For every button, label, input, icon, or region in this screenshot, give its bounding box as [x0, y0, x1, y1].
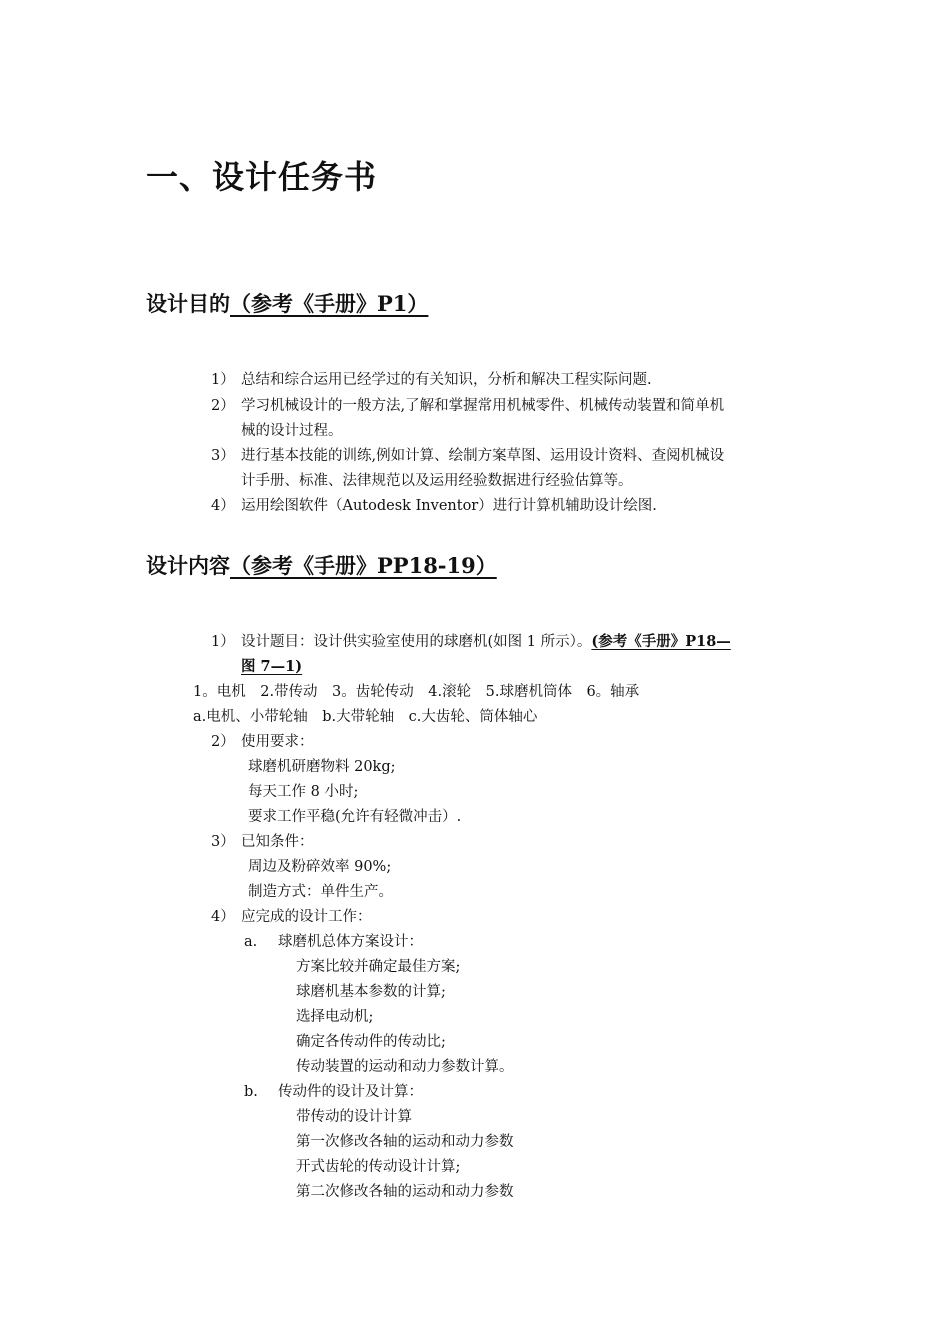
- content-item-3: [211, 832, 314, 852]
- task-line: 带传动的设计计算: [296, 1109, 412, 1125]
- manual-reference-cont: 图 7—1): [241, 658, 303, 675]
- item-text: 学习机械设计的一般方法,了解和掌握常用机械零件、机械传动装置和简单机: [241, 398, 725, 414]
- requirement-line: 每天工作 8 小时;: [248, 784, 359, 800]
- subitem-letter: b.: [244, 1084, 258, 1100]
- subitem-b: [244, 1082, 423, 1102]
- item-label: 已知条件：: [241, 834, 314, 850]
- parts-legend: 1。电机 2.带传动 3。齿轮传动 4.滚轮 5.球磨机筒体 6。轴承: [193, 684, 640, 700]
- content-heading-text: 设计内容: [146, 553, 230, 578]
- item-number: 1）: [211, 372, 235, 388]
- purpose-item-4: [211, 496, 657, 516]
- manual-reference: (参考《手册》P18—: [591, 633, 731, 650]
- purpose-heading-text: 设计目的: [146, 291, 230, 316]
- task-line: 第二次修改各轴的运动和动力参数: [296, 1184, 514, 1200]
- item-label: 使用要求：: [241, 734, 314, 750]
- item-number: 3）: [211, 834, 235, 850]
- purpose-item-2: [211, 396, 724, 416]
- purpose-item-1: [211, 370, 652, 390]
- content-item-2: [211, 732, 314, 752]
- condition-line: 周边及粉碎效率 90%;: [248, 859, 392, 875]
- item-number: 4）: [211, 909, 235, 925]
- purpose-heading-ref: （参考《手册》P1）: [230, 291, 429, 316]
- content-heading-ref: （参考《手册》PP18-19）: [230, 553, 497, 578]
- task-line: 开式齿轮的传动设计计算;: [296, 1159, 461, 1175]
- item-text: 运用绘图软件（Autodesk Inventor）进行计算机辅助设计绘图.: [241, 498, 657, 514]
- item-text: 总结和综合运用已经学过的有关知识，分析和解决工程实际问题.: [241, 372, 652, 388]
- item-text: 进行基本技能的训练,例如计算、绘制方案草图、运用设计资料、查阅机械设: [241, 448, 725, 464]
- task-line: 传动装置的运动和动力参数计算。: [296, 1059, 514, 1075]
- section-heading-content: [146, 550, 497, 580]
- requirement-line: 要求工作平稳(允许有轻微冲击）.: [248, 809, 462, 825]
- task-line: 球磨机基本参数的计算;: [296, 984, 446, 1000]
- content-item-1: [211, 632, 731, 652]
- item-number: 2）: [211, 734, 235, 750]
- item-label: 应完成的设计工作：: [241, 909, 372, 925]
- task-line: 方案比较并确定最佳方案;: [296, 959, 461, 975]
- purpose-item-2-cont: 械的设计过程。: [241, 423, 343, 439]
- condition-line: 制造方式：单件生产。: [248, 884, 393, 900]
- task-line: 选择电动机;: [296, 1009, 374, 1025]
- item-number: 3）: [211, 448, 235, 464]
- item-number: 1）: [211, 634, 235, 650]
- subitem-letter: a.: [244, 934, 258, 950]
- subitem-a: [244, 932, 423, 952]
- purpose-item-3-cont: 计手册、标准、法律规范以及运用经验数据进行经验估算等。: [241, 473, 633, 489]
- content-item-4: [211, 907, 372, 927]
- item-text: 设计题目：设计供实验室使用的球磨机(如图 1 所示）。: [241, 634, 592, 650]
- item-number: 2）: [211, 398, 235, 414]
- item-number: 4）: [211, 498, 235, 514]
- requirement-line: 球磨机研磨物料 20kg;: [248, 759, 396, 775]
- purpose-item-3: [211, 446, 724, 466]
- page-title: 一、设计任务书: [146, 158, 378, 196]
- task-line: 第一次修改各轴的运动和动力参数: [296, 1134, 514, 1150]
- task-line: 确定各传动件的传动比;: [296, 1034, 446, 1050]
- shafts-legend: a.电机、小带轮轴 b.大带轮轴 c.大齿轮、筒体轴心: [193, 709, 538, 725]
- subitem-label: 传动件的设计及计算：: [278, 1084, 423, 1100]
- subitem-label: 球磨机总体方案设计：: [278, 934, 423, 950]
- section-heading-purpose: [146, 288, 428, 318]
